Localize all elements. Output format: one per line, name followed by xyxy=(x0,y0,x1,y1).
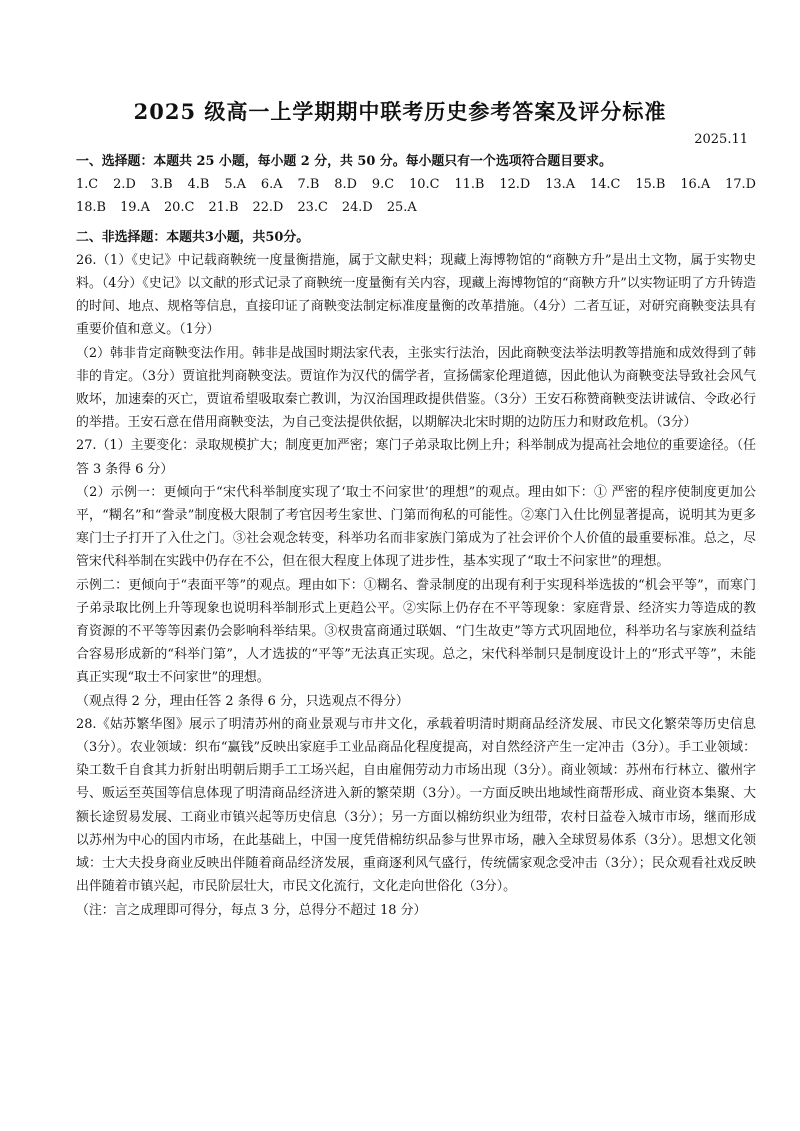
q26-part1-answer: 26.（1）《史记》中记载商鞅统一度量衡措施，属于文献史料；现藏上海博物馆的“商鞅方升”是出土文物，属于实物史料。（4分）《史记》以文献的形式记录了商鞅统一度量衡有关内容，现藏上海博物馆的“商鞅方升”以实物证明了方升铸造的时间、地点、规格等信息，直接印证了商鞅变法制定标准度量衡的改革措施。（4分）二者互证，对研究商鞅变法具有重要价值和意义。（1分） xyxy=(76,252,756,338)
document-body xyxy=(76,150,756,922)
q27-example1-answer: （2）示例一：更倾向于“宋代科举制度实现了‘取士不问家世’的理想”的观点。理由如下：① 严密的程序使制度更加公平，“糊名”和“誊录”制度极大限制了考官因考生家世、门第而徇私的可能性。②寒门入仕比例显著提高，说明其为更多寒门士子打开了入仕之门。③社会观念转变，科举功名而非家族门第成为了社会评价个人价值的最重要标准。总之，尽管宋代科举制在实践中仍存在不公，但在很大程度上体现了进步性，基本实现了“取士不问家世”的理想。 xyxy=(76,484,756,570)
page-title: 2025 级高一上学期期中联考历史参考答案及评分标准 xyxy=(133,99,667,124)
section-1-heading: 一、选择题：本题共 25 小题，每小题 2 分，共 50 分。每小题只有一个选项符合题目要求。 xyxy=(76,154,612,169)
document-date: 2025.11 xyxy=(694,132,748,147)
q26-part2-answer: （2）韩非肯定商鞅变法作用。韩非是战国时期法家代表，主张实行法治，因此商鞅变法举法明教等措施和成效得到了韩非的肯定。（3分）贾谊批判商鞅变法。贾谊作为汉代的儒学者，宣扬儒家伦理道德，因此他认为商鞅变法导致社会风气败坏，加速秦的灭亡，贾谊希望吸取秦亡教训，为汉治国理政提供借鉴。（3分）王安石称赞商鞅变法讲诚信、令政必行的举措。王安石意在借用商鞅变法，为自己变法提供依据，以期解决北宋时期的边防压力和财政危机。（3分） xyxy=(76,345,756,431)
q27-example2-answer: 示例二：更倾向于“表面平等”的观点。理由如下：①糊名、誊录制度的出现有利于实现科举选拔的“机会平等”，而寒门子弟录取比例上升等现象也说明科举制形式上更趋公平。②实际上仍存在不平等现象：家庭背景、经济实力等造成的教育资源的不平等等因素仍会影响科举结果。③权贵富商通过联姻、“门生故吏”等方式巩固地位，科举功名与家族利益结合容易形成新的“科举门第”，人才选拔的“平等”无法真正实现。总之，宋代科举制只是制度设计上的“形式平等”，未能真正实现“取士不问家世”的理想。 xyxy=(76,577,756,686)
q28-scoring-note: （注：言之成理即可得分，每点 3 分，总得分不超过 18 分） xyxy=(76,902,427,918)
section-2-heading: 二、非选择题：本题共3小题，共50分。 xyxy=(76,229,310,245)
multiple-choice-answers: 1.C 2.D 3.B 4.B 5.A 6.A 7.B 8.D 9.C 10.C 11.B 12.D 13.A 14.C 15.B 16.A 17.D 18.B 19.A 20.C 21.B 22.D 23.C 24.D 25.A xyxy=(76,177,756,216)
q27-scoring-note: （观点得 2 分，理由任答 2 条得 6 分，只选观点不得分） xyxy=(76,693,409,709)
q27-part1-answer: 27.（1）主要变化：录取规模扩大；制度更加严密；寒门子弟录取比例上升；科举制成为提高社会地位的重要途径。（任答 3 条得 6 分） xyxy=(76,438,756,477)
q28-answer: 28.《姑苏繁华图》展示了明清苏州的商业景观与市井文化，承载着明清时期商品经济发展、市民文化繁荣等历史信息（3分）。农业领域：织布“赢钱”反映出家庭手工业品商品化程度提高，对自然经济产生一定冲击（3分）。手工业领域：染工数千自食其力折射出明朝后期手工工场兴起，自由雇佣劳动力市场出现（3分）。商业领域：苏州布行林立、徽州字号、贩运至英国等信息体现了明清商品经济进入新的繁荣期（3分）。一方面反映出地域性商帮形成、商业资本集聚、大额长途贸易发展、工商业市镇兴起等历史信息（3分）；另一方面以棉纺织业为纽带，农村日益卷入城市市场，继而形成以苏州为中心的国内市场，在此基础上，中国一度凭借棉纺织品参与世界市场，融入全球贸易体系（3分）。思想文化领域：士大夫投身商业反映出伴随着商品经济发展，重商逐利风气盛行，传统儒家观念受冲击（3分）；民众观看社戏反映出伴随着市镇兴起，市民阶层壮大，市民文化流行，文化走向世俗化（3分）。 xyxy=(76,716,756,895)
